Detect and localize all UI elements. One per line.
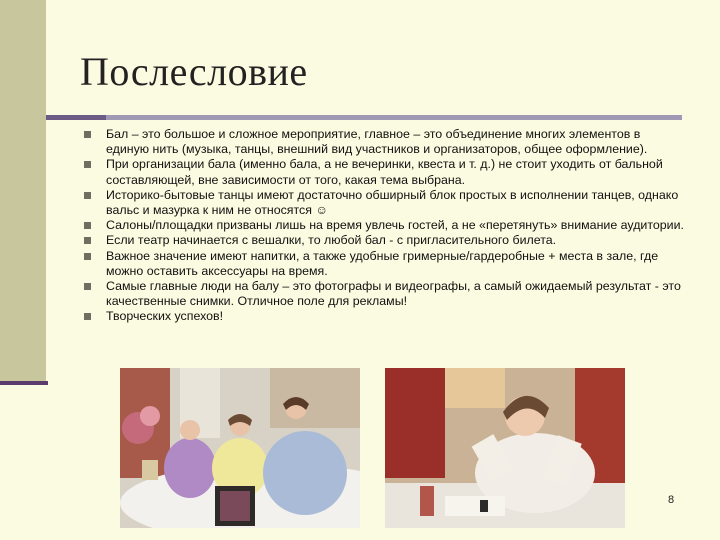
bullet-item (84, 279, 684, 309)
square-bullet-icon (84, 237, 91, 244)
page-number: 8 (668, 494, 675, 506)
bullet-text: При организации бала (именно бала, а не вечеринки, квеста и т. д.) не стоит уходить от бальной составляющей, вне зависимости от того, какая тема выбрана. (106, 157, 663, 187)
bullet-item (84, 218, 684, 233)
square-bullet-icon (84, 161, 91, 168)
title-underline (46, 115, 682, 120)
square-bullet-icon (84, 283, 91, 290)
bullet-text: Салоны/площадки призваны лишь на время увлечь гостей, а не «перетянуть» внимание аудитории. (106, 218, 684, 233)
ball-guests-illustration (120, 368, 360, 528)
square-bullet-icon (84, 192, 91, 199)
ball-guests-photo (120, 368, 360, 528)
side-bar-accent (0, 381, 48, 385)
square-bullet-icon (84, 313, 91, 320)
square-bullet-icon (84, 253, 91, 260)
bullet-item (84, 249, 684, 279)
bullet-item (84, 309, 684, 324)
bullet-text: Если театр начинается с вешалки, то любой бал - с пригласительного билета. (106, 233, 557, 248)
lady-writing-photo (385, 368, 625, 528)
bullet-item (84, 233, 684, 248)
bullet-item (84, 188, 684, 218)
slide-title: Послесловие (80, 49, 308, 94)
bullet-text: Творческих успехов! (106, 309, 224, 324)
slide-side-bar (0, 0, 46, 385)
title-underline-accent (46, 115, 106, 120)
bullet-text: Бал – это большое и сложное мероприятие, главное – это объединение многих элементов в единую нить (музыка, танцы, внешний вид участников и организаторов, общее оформление). (106, 127, 648, 157)
bullet-item (84, 127, 684, 157)
bullet-list (84, 127, 684, 325)
bullet-text: Самые главные люди на балу – это фотографы и видеографы, а самый ожидаемый результат - это качественные снимки. Отличное поле для рекламы! (106, 279, 681, 309)
bullet-item (84, 157, 684, 187)
bullet-text: Важное значение имеют напитки, а также удобные гримерные/гардеробные + места в зале, где можно оставить аксессуары на время. (106, 248, 659, 278)
bullet-text: Историко-бытовые танцы имеют достаточно обширный блок простых в исполнении танцев, однако вальс и мазурка к ним не относятся ☺ (106, 187, 679, 218)
square-bullet-icon (84, 222, 91, 229)
square-bullet-icon (84, 131, 91, 138)
lady-writing-illustration (385, 368, 625, 528)
